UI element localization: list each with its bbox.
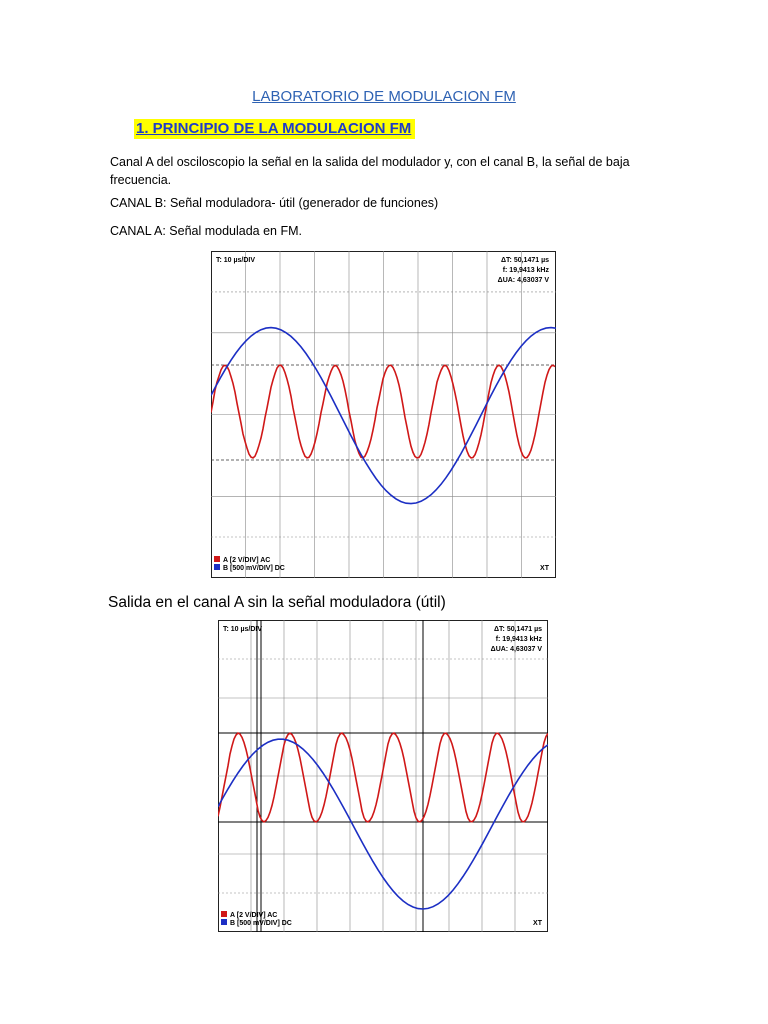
scope-1-legend-b: B [500 mV/DIV] DC [223, 565, 285, 572]
scope-2-legend-a: A [2 V/DIV] AC [230, 912, 278, 919]
section-heading: 1. PRINCIPIO DE LA MODULACION FM [134, 119, 415, 139]
scope-2-legend-b-swatch [221, 919, 227, 925]
scope-1-legend-a: A [2 V/DIV] AC [223, 557, 271, 564]
scope-1-legend-a-swatch [214, 556, 220, 562]
document-title: LABORATORIO DE MODULACION FM [252, 88, 516, 105]
scope-1-svg [211, 251, 556, 578]
scope-2-mode: XT [533, 920, 542, 927]
scope-1-legend-b-swatch [214, 564, 220, 570]
section-subheading: Salida en el canal A sin la señal moduladora (útil) [108, 594, 446, 611]
oscilloscope-screen-2 [218, 620, 548, 932]
scope-2-svg [218, 620, 548, 932]
scope-2-legend-a-swatch [221, 911, 227, 917]
scope-1-timebase: T: 10 µs/DIV [216, 257, 256, 264]
scope-2-timebase: T: 10 µs/DIV [223, 626, 263, 633]
scope-2-legend-b: B [500 mV/DIV] DC [230, 920, 292, 927]
oscilloscope-screen-1 [211, 251, 556, 578]
scope-1-delta-ua: ΔUA: 4,63037 V [497, 277, 549, 284]
scope-2-frequency: f: 19,9413 kHz [495, 636, 542, 643]
paragraph-channel-a: CANAL A: Señal modulada en FM. [110, 224, 302, 238]
scope-1-delta-t: ΔT: 50,1471 µs [501, 257, 549, 264]
scope-2-delta-ua: ΔUA: 4,63037 V [490, 646, 542, 653]
paragraph-intro: Canal A del osciloscopio la señal en la salida del modulador y, con el canal B, la señal de baja frecuencia. [110, 155, 630, 187]
scope-1-mode: XT [540, 565, 549, 572]
scope-2-delta-t: ΔT: 50,1471 µs [494, 626, 542, 633]
paragraph-channel-b: CANAL B: Señal moduladora- útil (generador de funciones) [110, 196, 439, 210]
scope-1-frequency: f: 19,9413 kHz [502, 267, 549, 274]
